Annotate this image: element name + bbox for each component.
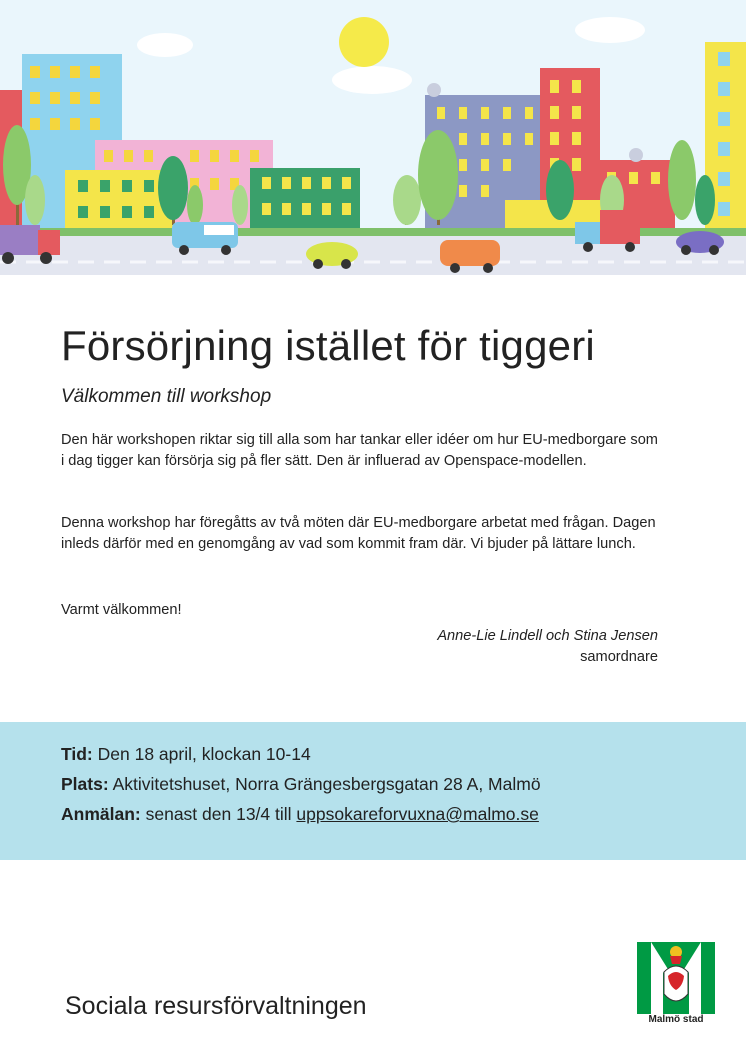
signature-role: samordnare xyxy=(580,649,658,665)
sun-icon xyxy=(339,17,389,67)
car-icon xyxy=(306,242,358,269)
subtitle: Välkommen till workshop xyxy=(61,386,272,407)
intro-paragraph: Den här workshopen riktar sig till alla som har tankar eller idéer om hur EU-medborgare som i dag tigger kan försörja sig på fler sätt. Den är influerad av Openspace-modellen. xyxy=(61,432,658,469)
car-icon xyxy=(676,231,724,255)
event-details-band xyxy=(0,722,746,860)
signup-label: Anmälan: xyxy=(61,804,141,824)
department-name: Sociala resursförvaltningen xyxy=(65,992,367,1020)
signature-names: Anne-Lie Lindell och Stina Jensen xyxy=(437,628,658,644)
signup-value: senast den 13/4 till xyxy=(145,804,292,824)
logo-text: Malmö stad xyxy=(648,1014,704,1025)
city-illustration xyxy=(0,0,746,275)
place-value: Aktivitetshuset, Norra Grängesbergsgatan 28 A, Malmö xyxy=(112,774,541,794)
signup-row xyxy=(61,804,539,825)
time-label: Tid: xyxy=(61,744,93,764)
email-link[interactable]: uppsokareforvuxna@malmo.se xyxy=(296,804,539,824)
page-title: Försörjning istället för tiggeri xyxy=(61,322,595,369)
background-paragraph: Denna workshop har föregåtts av två möten där EU-medborgare arbetat med frågan. Dagen inleds därför med en genomgång av vad som kommit fram där. Vi bjuder på lättare lunch. xyxy=(61,515,656,552)
place-label: Plats: xyxy=(61,774,109,794)
time-value: Den 18 april, klockan 10-14 xyxy=(97,744,311,764)
greeting: Varmt välkommen! xyxy=(61,602,182,618)
place-row xyxy=(61,774,541,795)
signature xyxy=(437,626,658,668)
time-row xyxy=(61,744,311,765)
